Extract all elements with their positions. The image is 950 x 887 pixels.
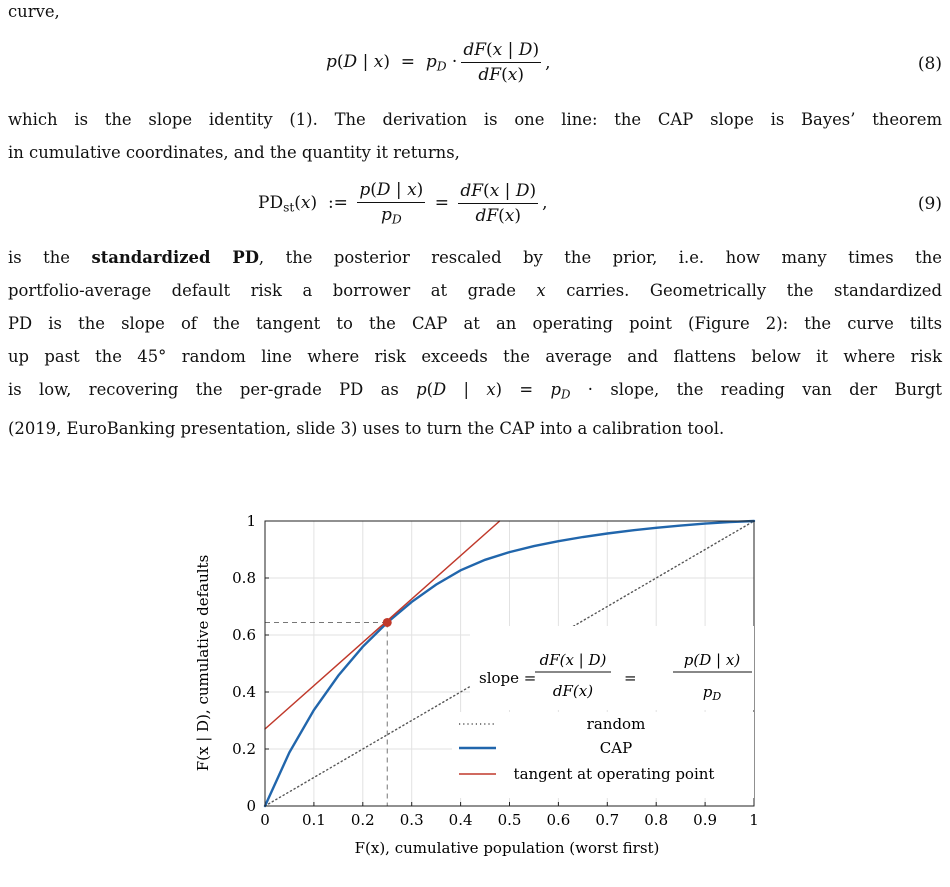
- svg-text:p(D | x): p(D | x): [683, 651, 741, 669]
- x-tick-label: 0.7: [595, 811, 620, 829]
- text-line: up past the 45° random line where risk exceeds the average and flattens below it where risk: [8, 347, 942, 366]
- legend-label: tangent at operating point: [513, 765, 715, 783]
- text-line: which is the slope identity (1). The derivation is one line: the CAP slope is Bayes’ theorem: [8, 110, 942, 129]
- x-tick-label: 0.2: [350, 811, 375, 829]
- y-axis-label: F(x | D), cumulative defaults: [194, 554, 212, 772]
- text-line: PD is the slope of the tangent to the CAP at an operating point (Figure 2): the curve tilts: [8, 314, 942, 333]
- x-tick-label: 0.4: [448, 811, 473, 829]
- series-tangent-line: [265, 521, 500, 729]
- paper-page: curve, p(D | $x) = p_D$ · $\frac{dF(x | D)}{dF(x)}$ , (8) which is the slope identity (1). The derivation is one line: the CAP slope is Bayes’ theorem in cumulative coordinates, and the quantity it returns, $PD_{st}(x)$ := $\frac{p(D | x)}{p_D}$ = $\frac{dF(x | D)}{dF(x)}$ , (9) is the standardized PD, the posterior rescaled by the prior, i.e. how many times the portfolio-average default risk a borrower at grade x carries. Geometrically the standardized PD is the slope of the tangent to the CAP at an operating point (Figure 2): the curve tilts up past the 45° random line where risk exceeds the average and flattens below it where risk is low, recovering the per-grade PD as p(D | $x) = p_D$ · slope, the reading van der Burgt (2019, EuroBanking presentation, slide 3) uses to turn the CAP into a calibration tool. 0 0.1 0.2 0.3 0.4 0.5 0.6 0.7 0.8 0.9 1 0 0.2 0.4 0.6 0.8 1 slope = dF(x | D) dF(x) = p(D | x) $p_D$ random CAP tangent at operating point F(x), cumulative population (worst first) F(x | D), cumulative defaults: [0, 0, 950, 887]
- y-tick-label: 0.2: [232, 740, 256, 758]
- x-tick-label: 0.3: [399, 811, 424, 829]
- x-tick-label: 0.6: [546, 811, 571, 829]
- y-tick-label: 1: [246, 512, 256, 530]
- y-tick-label: 0.6: [232, 626, 256, 644]
- svg-text:dF(x): dF(x): [552, 682, 594, 700]
- y-tick-label: 0.8: [232, 569, 256, 587]
- y-tick-label: 0: [246, 797, 256, 815]
- text-line: curve,: [8, 2, 60, 21]
- svg-text:=: =: [624, 669, 637, 687]
- x-tick-label: 0: [260, 811, 270, 829]
- equation-number: (8): [917, 54, 942, 74]
- slope-label: slope =: [479, 669, 537, 687]
- svg-text:dF(x | D): dF(x | D): [539, 651, 607, 669]
- x-tick-label: 0.8: [644, 811, 669, 829]
- x-tick-label: 0.1: [301, 811, 326, 829]
- legend-label: random: [586, 715, 646, 733]
- x-tick-label: 0.9: [693, 811, 718, 829]
- svg-text:pD: $p_D$: [702, 683, 722, 703]
- equation-number: (9): [917, 194, 942, 214]
- operating-point-marker: [383, 618, 392, 627]
- x-axis-label: F(x), cumulative population (worst first): [354, 839, 660, 857]
- x-tick-label: 1: [749, 811, 759, 829]
- text-line: is the standardized PD, the posterior rescaled by the prior, i.e. how many times the: [8, 248, 942, 267]
- text-line: portfolio-average default risk a borrower at grade x carries. Geometrically the standardized: [8, 281, 942, 300]
- slope-annotation: [470, 626, 754, 710]
- text-line: in cumulative coordinates, and the quantity it returns,: [8, 143, 460, 162]
- bold-term: standardized PD: [91, 248, 259, 267]
- legend-label: CAP: [599, 739, 633, 757]
- y-tick-label: 0.4: [232, 683, 256, 701]
- chart-legend: [452, 712, 754, 798]
- x-tick-label: 0.5: [497, 811, 522, 829]
- text-line: (2019, EuroBanking presentation, slide 3) uses to turn the CAP into a calibration tool.: [8, 418, 725, 438]
- text-line: is low, recovering the per-grade PD as p(D | $x) = p_D$ · slope, the reading van der Burgt: [8, 380, 942, 402]
